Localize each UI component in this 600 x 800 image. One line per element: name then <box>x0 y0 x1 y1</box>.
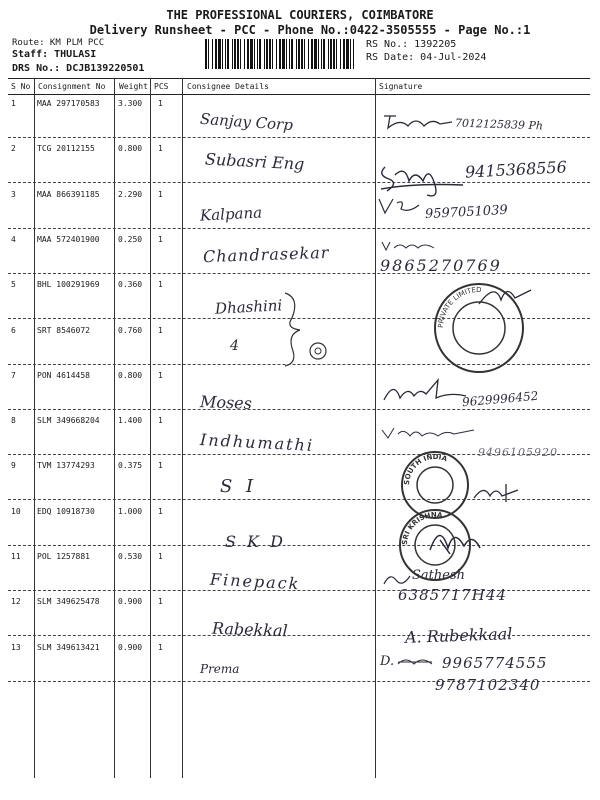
company-stamp-seal <box>398 508 472 582</box>
handwritten-signature: 6385717H44 <box>398 586 507 604</box>
signature-scribble <box>396 654 436 670</box>
barcode-bar <box>279 39 281 69</box>
handwritten-signature: 9629996452 <box>461 388 539 410</box>
barcode-bar <box>304 39 305 69</box>
barcode-bar <box>250 39 253 69</box>
barcode-bar <box>301 39 303 69</box>
column-divider <box>34 78 35 778</box>
row-consignment-no: PON 4614458 <box>37 371 90 380</box>
barcode-bar <box>296 39 297 69</box>
barcode-bar <box>257 39 258 69</box>
row-weight: 0.530 <box>118 552 143 561</box>
row-weight: 3.300 <box>118 99 143 108</box>
barcode-bar <box>237 39 239 69</box>
row-consignment-no: SLM 349613421 <box>37 643 100 652</box>
handwritten-signature-name: Sathesh <box>412 568 465 583</box>
barcode-bar <box>311 39 313 69</box>
handwritten-consignee: Chandrasekar <box>202 242 330 267</box>
barcode-bar <box>353 39 354 69</box>
barcode-bar <box>308 39 309 69</box>
signature-scribble <box>380 378 470 406</box>
signature-scribble <box>375 195 425 219</box>
col-header-sno: S No <box>11 82 31 91</box>
barcode-bar <box>346 39 349 69</box>
barcode-bar <box>212 39 213 69</box>
row-sno: 1 <box>11 99 16 108</box>
row-consignment-no: SRT 8546072 <box>37 326 90 335</box>
barcode-bar <box>314 39 317 69</box>
col-header-weight: Weight <box>119 82 148 91</box>
row-separator <box>8 409 590 410</box>
row-separator <box>8 545 590 546</box>
signature-scribble <box>380 110 455 134</box>
row-weight: 1.000 <box>118 507 143 516</box>
row-pcs: 1 <box>158 99 163 108</box>
drs-number: DRS No.: DCJB139220501 <box>12 63 145 74</box>
row-weight: 0.375 <box>118 461 143 470</box>
handwritten-consignee: Rabekkal <box>211 618 289 641</box>
row-weight: 0.900 <box>118 643 143 652</box>
row-pcs: 1 <box>158 326 163 335</box>
row-sno: 8 <box>11 416 16 425</box>
row-pcs: 1 <box>158 552 163 561</box>
header-rule-bottom <box>8 94 590 95</box>
barcode-bar <box>254 39 255 69</box>
handwritten-consignee: Prema <box>200 662 240 676</box>
barcode-bar <box>244 39 245 69</box>
row-pcs: 1 <box>158 144 163 153</box>
row-separator <box>8 137 590 138</box>
signature-scribble <box>380 424 480 442</box>
row-weight: 0.250 <box>118 235 143 244</box>
col-header-consignment: Consignment No <box>38 82 106 91</box>
row-consignment-no: MAA 572401900 <box>37 235 100 244</box>
svg-text:PRIVATE LIMITED: PRIVATE LIMITED <box>436 285 482 329</box>
row-pcs: 1 <box>158 416 163 425</box>
barcode-bar <box>240 39 241 69</box>
row-sno: 3 <box>11 190 16 199</box>
handwritten-consignee: Moses <box>199 392 253 413</box>
row-pcs: 1 <box>158 280 163 289</box>
svg-text:SOUTH INDIA: SOUTH INDIA <box>402 452 449 486</box>
col-header-pcs: PCS <box>154 82 169 91</box>
rs-date: RS Date: 04-Jul-2024 <box>366 52 487 63</box>
column-divider <box>150 78 151 778</box>
col-header-signature: Signature <box>379 82 423 91</box>
row-weight: 1.400 <box>118 416 143 425</box>
barcode-bar <box>225 39 226 69</box>
signature-scribble <box>470 480 530 506</box>
barcode-bar <box>259 39 261 69</box>
barcode-bar <box>321 39 322 69</box>
barcode-bar <box>215 39 217 69</box>
barcode-bar <box>318 39 319 69</box>
route-label: Route: KM PLM PCC <box>12 38 105 48</box>
handwritten-consignee: Sanjay Corp <box>199 109 294 135</box>
row-separator <box>8 273 590 274</box>
handwritten-consignee: S I <box>220 476 258 497</box>
barcode-bar <box>298 39 300 69</box>
barcode-bar <box>208 39 209 69</box>
barcode-bar <box>272 39 273 69</box>
handwritten-signature: A. Rubekkaal <box>404 624 513 647</box>
bracket-doodle <box>280 288 340 368</box>
barcode-bar <box>264 39 265 69</box>
barcode-image <box>205 39 357 69</box>
row-sno: 13 <box>11 643 21 652</box>
row-pcs: 1 <box>158 235 163 244</box>
row-sno: 12 <box>11 597 21 606</box>
runsheet-title: Delivery Runsheet - PCC - Phone No.:0422-3505555 - Page No.:1 <box>89 23 531 37</box>
handwritten-signature-name: D. <box>380 654 395 669</box>
row-consignment-no: TVM 13774293 <box>37 461 95 470</box>
handwritten-signature-extra: 9787102340 <box>435 676 541 694</box>
row-pcs: 1 <box>158 597 163 606</box>
barcode-bar <box>227 39 229 69</box>
barcode-bar <box>328 39 329 69</box>
column-divider <box>114 78 115 778</box>
barcode-bar <box>266 39 268 69</box>
row-sno: 6 <box>11 326 16 335</box>
row-consignment-no: SLM 349625478 <box>37 597 100 606</box>
handwritten-signature: 9865270769 <box>380 256 502 275</box>
row-consignment-no: EDQ 10918730 <box>37 507 95 516</box>
row-weight: 0.760 <box>118 326 143 335</box>
barcode-bar <box>330 39 332 69</box>
row-sno: 2 <box>11 144 16 153</box>
row-sno: 7 <box>11 371 16 380</box>
row-weight: 0.900 <box>118 597 143 606</box>
barcode-bar <box>282 39 285 69</box>
staff-label: Staff: THULASI <box>12 49 97 60</box>
row-consignment-no: MAA 866391185 <box>37 190 100 199</box>
row-pcs: 1 <box>158 190 163 199</box>
row-weight: 0.360 <box>118 280 143 289</box>
row-consignment-no: SLM 349668204 <box>37 416 100 425</box>
signature-scribble <box>380 238 440 254</box>
barcode-bar <box>336 39 337 69</box>
barcode-bar <box>291 39 293 69</box>
barcode-bar <box>222 39 223 69</box>
header-rule-top <box>8 78 590 79</box>
row-separator <box>8 182 590 183</box>
barcode-bar <box>269 39 271 69</box>
handwritten-consignee: S K D <box>225 532 286 551</box>
row-sno: 11 <box>11 552 21 561</box>
barcode-bar <box>205 39 207 69</box>
row-pcs: 1 <box>158 371 163 380</box>
row-weight: 2.290 <box>118 190 143 199</box>
handwritten-signature: 9496105920 <box>478 446 558 459</box>
handwritten-consignee: 4 <box>230 338 239 354</box>
handwritten-consignee: Dhashini <box>214 296 283 318</box>
handwritten-signature: 7012125839 Ph <box>454 116 544 133</box>
row-pcs: 1 <box>158 507 163 516</box>
row-consignment-no: MAA 297170583 <box>37 99 100 108</box>
handwritten-consignee: Kalpana <box>199 203 263 225</box>
col-header-consignee: Consignee Details <box>187 82 269 91</box>
barcode-bar <box>289 39 290 69</box>
row-weight: 0.800 <box>118 371 143 380</box>
row-consignment-no: BHL 100291969 <box>37 280 100 289</box>
barcode-bar <box>234 39 236 69</box>
row-pcs: 1 <box>158 461 163 470</box>
svg-text:SRI KRISHNA: SRI KRISHNA <box>400 510 444 546</box>
barcode-bar <box>343 39 345 69</box>
company-name: THE PROFESSIONAL COURIERS, COIMBATORE <box>166 8 434 22</box>
barcode-bar <box>340 39 341 69</box>
row-separator <box>8 228 590 229</box>
row-consignment-no: TCG 20112155 <box>37 144 95 153</box>
row-sno: 4 <box>11 235 16 244</box>
company-stamp-seal <box>433 282 525 374</box>
barcode-bar <box>218 39 221 69</box>
column-divider <box>182 78 183 778</box>
barcode-bar <box>323 39 325 69</box>
barcode-bar <box>247 39 249 69</box>
row-sno: 9 <box>11 461 16 470</box>
handwritten-signature: 9597051039 <box>424 202 509 223</box>
row-sno: 5 <box>11 280 16 289</box>
barcode-bar <box>286 39 287 69</box>
handwritten-signature: 9415368556 <box>464 157 568 182</box>
handwritten-consignee: Indhumathi <box>199 430 315 455</box>
barcode-bar <box>333 39 335 69</box>
handwritten-consignee: Subasri Eng <box>204 149 305 174</box>
row-sno: 10 <box>11 507 21 516</box>
rs-number: RS No.: 1392205 <box>366 39 457 50</box>
barcode-bar <box>350 39 351 69</box>
row-pcs: 1 <box>158 643 163 652</box>
row-weight: 0.800 <box>118 144 143 153</box>
handwritten-consignee: Finepack <box>209 569 301 594</box>
handwritten-signature: 9965774555 <box>442 654 548 672</box>
row-consignment-no: POL 1257881 <box>37 552 90 561</box>
barcode-bar <box>232 39 233 69</box>
barcode-bar <box>276 39 277 69</box>
